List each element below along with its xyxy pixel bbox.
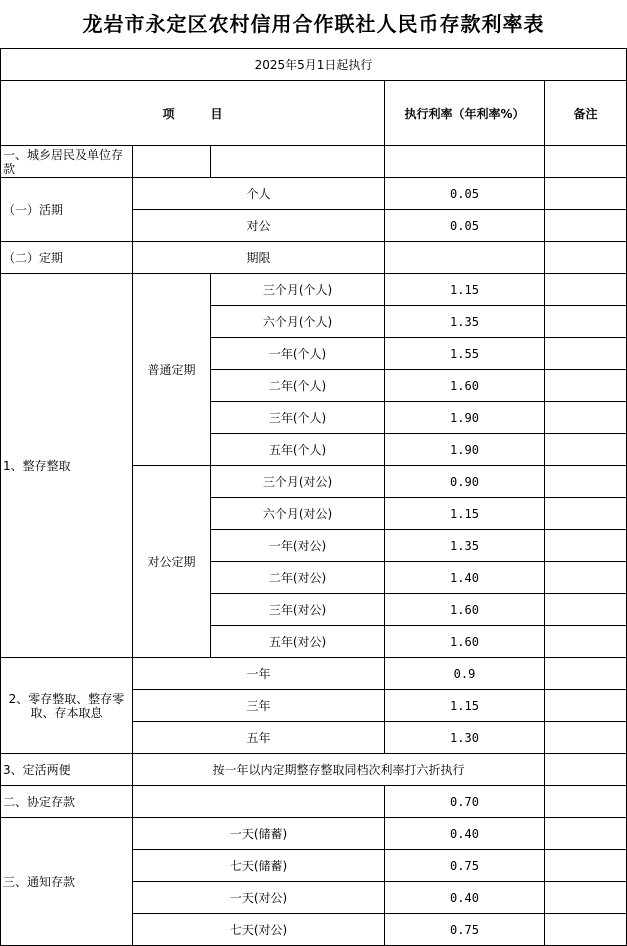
effective-date-row — [1, 49, 627, 81]
item-name: 一天(储蓄) — [133, 818, 385, 850]
rate-value — [385, 242, 545, 274]
rate-value: 1.55 — [385, 338, 545, 370]
rate-value: 1.60 — [385, 626, 545, 658]
item-name: 一年(个人) — [211, 338, 385, 370]
header-rate: 执行利率（年利率%） — [385, 81, 545, 146]
item-name: 五年 — [133, 722, 385, 754]
rate-value: 1.15 — [385, 690, 545, 722]
item-name: 三个月(对公) — [211, 466, 385, 498]
table-row — [1, 242, 627, 274]
note-cell — [545, 242, 627, 274]
notice-label: 三、通知存款 — [1, 818, 133, 946]
table-row — [1, 754, 627, 786]
note-cell — [545, 786, 627, 818]
item-name: 六个月(对公) — [211, 498, 385, 530]
note-cell — [545, 274, 627, 306]
table-row — [1, 818, 627, 850]
rate-value: 1.60 — [385, 594, 545, 626]
empty-cell — [133, 146, 211, 178]
rate-value: 0.70 — [385, 786, 545, 818]
item-name: 五年(个人) — [211, 434, 385, 466]
page-title: 龙岩市永定区农村信用合作联社人民币存款利率表 — [82, 12, 545, 36]
item-name: 六个月(个人) — [211, 306, 385, 338]
note-cell — [545, 370, 627, 402]
note-cell — [545, 498, 627, 530]
item-name: 一年 — [133, 658, 385, 690]
rate-value: 0.40 — [385, 882, 545, 914]
rate-value: 0.75 — [385, 914, 545, 946]
note-cell — [545, 562, 627, 594]
rate-value: 1.35 — [385, 306, 545, 338]
rate-value: 0.9 — [385, 658, 545, 690]
empty-cell — [211, 146, 385, 178]
section-label: 一、城乡居民及单位存款 — [1, 146, 133, 178]
table-row — [1, 786, 627, 818]
note-cell — [545, 402, 627, 434]
rate-value: 0.40 — [385, 818, 545, 850]
installment-label: 2、零存整取、整存零取、存本取息 — [1, 658, 133, 754]
flexible-label: 3、定活两便 — [1, 754, 133, 786]
lump-sum-label: 1、整存整取 — [1, 274, 133, 658]
rate-value: 1.30 — [385, 722, 545, 754]
table-row — [1, 146, 627, 178]
note-cell — [545, 722, 627, 754]
rate-value: 0.75 — [385, 850, 545, 882]
rate-value: 1.40 — [385, 562, 545, 594]
item-name: 一天(对公) — [133, 882, 385, 914]
note-cell — [545, 530, 627, 562]
item-name: 三个月(个人) — [211, 274, 385, 306]
rate-value: 1.15 — [385, 274, 545, 306]
item-name: 五年(对公) — [211, 626, 385, 658]
empty-cell — [385, 146, 545, 178]
item-name: 七天(储蓄) — [133, 850, 385, 882]
note-cell — [545, 626, 627, 658]
table-row — [1, 178, 627, 210]
rate-value: 0.05 — [385, 178, 545, 210]
rate-table — [0, 48, 627, 946]
note-cell — [545, 690, 627, 722]
note-cell — [545, 754, 627, 786]
term-label: 期限 — [133, 242, 385, 274]
rate-value: 1.90 — [385, 434, 545, 466]
table-row — [1, 274, 627, 306]
item-name: 对公 — [133, 210, 385, 242]
fixed-label: （二）定期 — [1, 242, 133, 274]
rate-value: 1.60 — [385, 370, 545, 402]
empty-cell — [545, 146, 627, 178]
item-name: 一年(对公) — [211, 530, 385, 562]
rate-value: 1.15 — [385, 498, 545, 530]
item-name: 三年(个人) — [211, 402, 385, 434]
item-name: 三年 — [133, 690, 385, 722]
item-name: 二年(对公) — [211, 562, 385, 594]
table-header-row — [1, 81, 627, 146]
item-name: 个人 — [133, 178, 385, 210]
note-cell — [545, 882, 627, 914]
demand-label: （一）活期 — [1, 178, 133, 242]
note-cell — [545, 594, 627, 626]
empty-cell — [133, 786, 385, 818]
note-cell — [545, 338, 627, 370]
note-cell — [545, 466, 627, 498]
corporate-group-label: 对公定期 — [133, 466, 211, 658]
rate-value: 0.90 — [385, 466, 545, 498]
negotiated-label: 二、协定存款 — [1, 786, 133, 818]
item-name: 七天(对公) — [133, 914, 385, 946]
note-cell — [545, 850, 627, 882]
note-cell — [545, 658, 627, 690]
item-name: 三年(对公) — [211, 594, 385, 626]
personal-group-label: 普通定期 — [133, 274, 211, 466]
note-cell — [545, 306, 627, 338]
note-cell — [545, 818, 627, 850]
note-cell — [545, 210, 627, 242]
note-cell — [545, 914, 627, 946]
rate-value: 1.90 — [385, 402, 545, 434]
header-item: 项 目 — [1, 81, 385, 146]
note-cell — [545, 178, 627, 210]
table-row — [1, 658, 627, 690]
effective-date: 2025年5月1日起执行 — [1, 49, 627, 81]
note-cell — [545, 434, 627, 466]
rate-value: 0.05 — [385, 210, 545, 242]
rate-value: 1.35 — [385, 530, 545, 562]
item-name: 二年(个人) — [211, 370, 385, 402]
header-note: 备注 — [545, 81, 627, 146]
flexible-rule: 按一年以内定期整存整取同档次利率打六折执行 — [133, 754, 545, 786]
